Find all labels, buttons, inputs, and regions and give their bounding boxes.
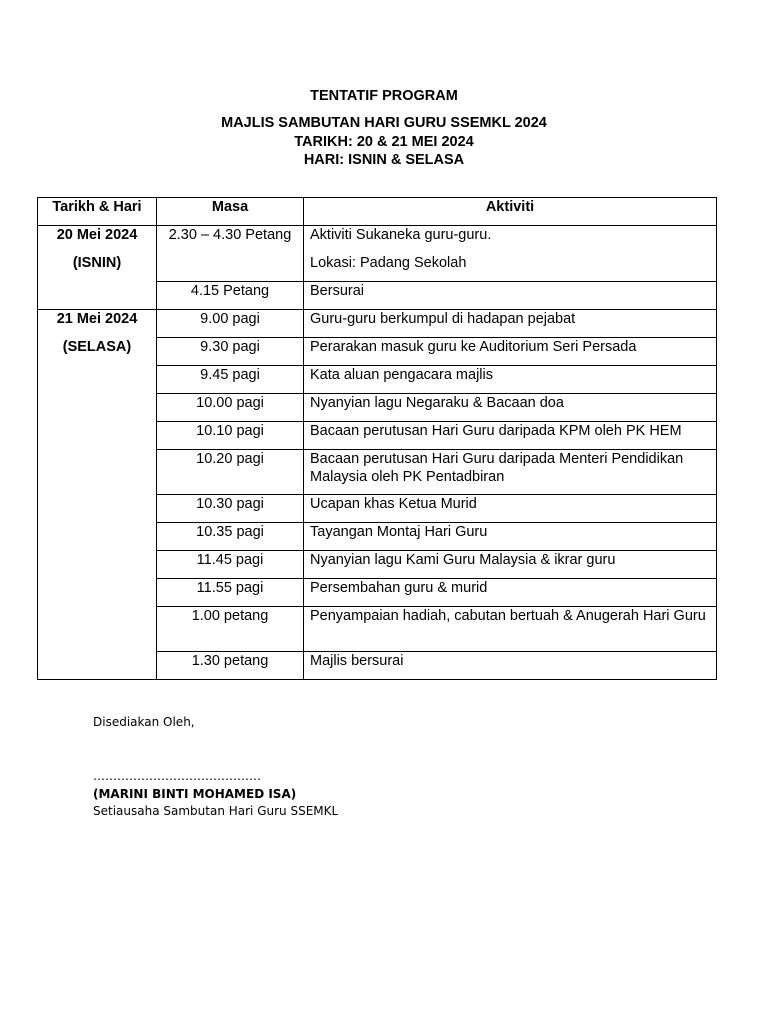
column-header-date: Tarikh & Hari (38, 198, 157, 226)
time-cell: 10.00 pagi (157, 394, 304, 422)
time-cell: 2.30 – 4.30 Petang (157, 226, 304, 282)
activity-cell (304, 226, 717, 282)
event-day: HARI: ISNIN & SELASA (303, 152, 465, 168)
event-title: MAJLIS SAMBUTAN HARI GURU SSEMKL 2024 (221, 115, 547, 131)
activity-cell: Nyanyian lagu Negaraku & Bacaan doa (304, 394, 717, 422)
signature-line: …………………………………… (93, 769, 261, 783)
time-cell: 11.55 pagi (157, 579, 304, 607)
event-date: TARIKH: 20 & 21 MEI 2024 (294, 134, 474, 150)
day1-cell (38, 226, 157, 310)
time-cell: 1.00 petang (157, 607, 304, 652)
activity-cell: Tayangan Montaj Hari Guru (304, 523, 717, 551)
table-header-row (38, 198, 717, 226)
day2-cell (38, 310, 157, 680)
prepared-by-label: Disediakan Oleh, (93, 715, 195, 729)
activity-cell: Ucapan khas Ketua Murid (304, 495, 717, 523)
activity-cell: Penyampaian hadiah, cabutan bertuah & Anugerah Hari Guru (304, 607, 717, 652)
activity-location: Lokasi: Padang Sekolah (310, 255, 467, 271)
activity-cell: Bacaan perutusan Hari Guru daripada Menteri Pendidikan Malaysia oleh PK Pentadbiran (304, 450, 717, 495)
activity-cell: Bersurai (304, 282, 717, 310)
activity-cell: Perarakan masuk guru ke Auditorium Seri Persada (304, 338, 717, 366)
time-cell: 10.30 pagi (157, 495, 304, 523)
day2-date: 21 Mei 2024 (56, 311, 138, 327)
time-cell: 10.20 pagi (157, 450, 304, 495)
day1-weekday: (ISNIN) (72, 255, 122, 271)
time-cell: 10.35 pagi (157, 523, 304, 551)
table-row (38, 310, 717, 338)
activity-cell: Kata aluan pengacara majlis (304, 366, 717, 394)
time-cell: 9.00 pagi (157, 310, 304, 338)
activity-cell: Guru-guru berkumpul di hadapan pejabat (304, 310, 717, 338)
signatory-role: Setiausaha Sambutan Hari Guru SSEMKL (93, 804, 339, 818)
day2-weekday: (SELASA) (62, 339, 132, 355)
time-cell: 11.45 pagi (157, 551, 304, 579)
time-cell: 9.45 pagi (157, 366, 304, 394)
program-table (37, 197, 717, 680)
time-cell: 4.15 Petang (157, 282, 304, 310)
activity-cell: Bacaan perutusan Hari Guru daripada KPM oleh PK HEM (304, 422, 717, 450)
column-header-activity: Aktiviti (304, 198, 717, 226)
activity-cell: Persembahan guru & murid (304, 579, 717, 607)
activity-text: Aktiviti Sukaneka guru-guru. (310, 227, 492, 243)
column-header-time: Masa (157, 198, 304, 226)
document-title: TENTATIF PROGRAM (310, 88, 458, 104)
day1-date: 20 Mei 2024 (56, 227, 138, 243)
activity-cell: Nyanyian lagu Kami Guru Malaysia & ikrar guru (304, 551, 717, 579)
table-row (38, 226, 717, 282)
activity-cell: Majlis bersurai (304, 652, 717, 680)
signatory-name: (MARINI BINTI MOHAMED ISA) (93, 787, 297, 801)
time-cell: 10.10 pagi (157, 422, 304, 450)
time-cell: 1.30 petang (157, 652, 304, 680)
time-cell: 9.30 pagi (157, 338, 304, 366)
